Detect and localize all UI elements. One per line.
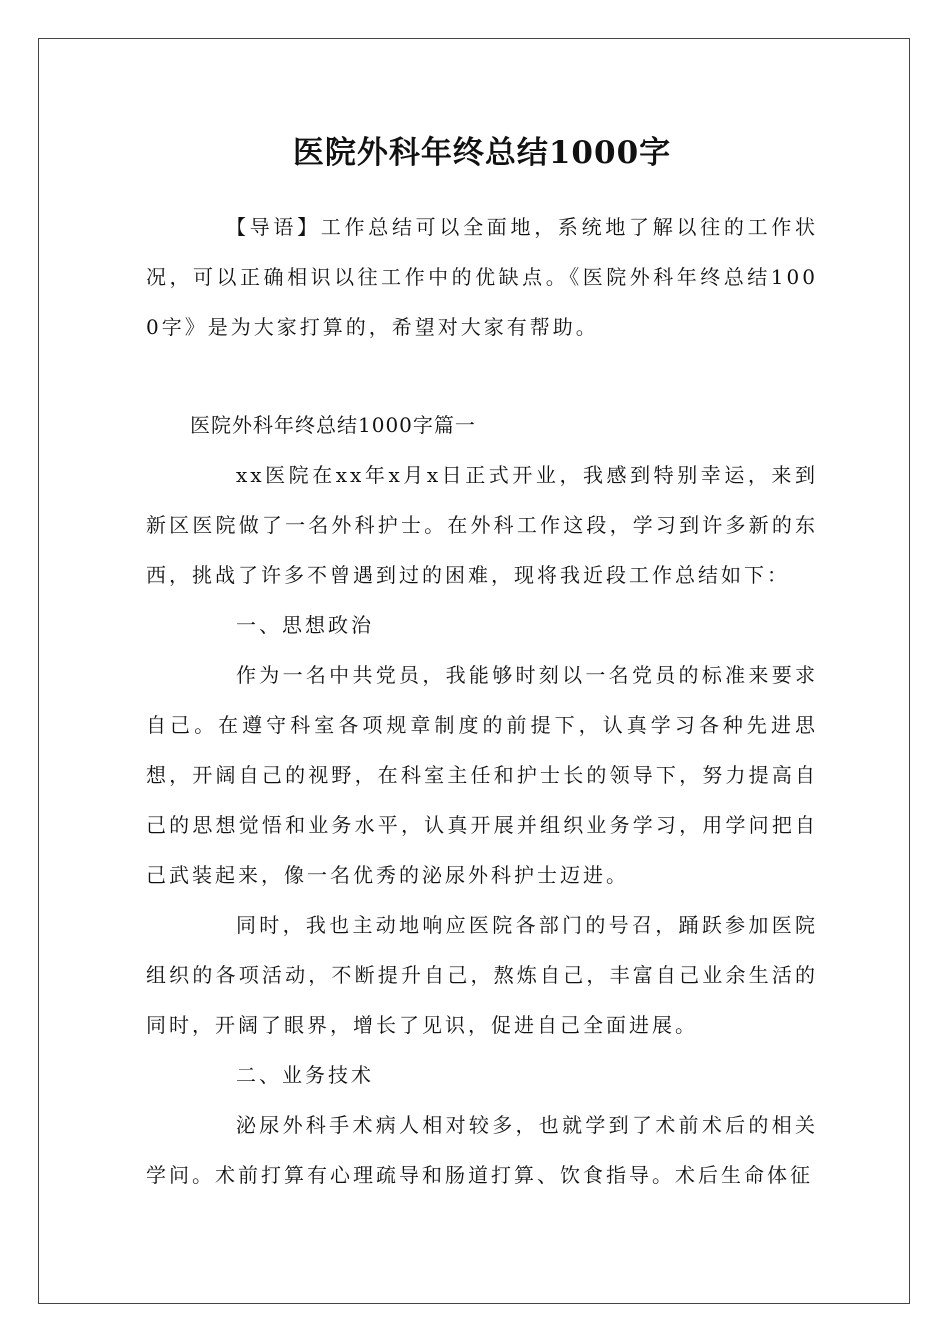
paragraph-opening: xx医院在xx年x月x日正式开业，我感到特别幸运，来到新区医院做了一名外科护士。在外科工作这段，学习到许多新的东西，挑战了许多不曾遇到过的困难，现将我近段工作总结如下： [146,463,818,587]
document-body [146,130,818,1200]
spacer [146,352,818,400]
intro-paragraph: 【导语】工作总结可以全面地，系统地了解以往的工作状况，可以正确相识以往工作中的优缺点。《医院外科年终总结1000字》是为大家打算的，希望对大家有帮助。 [146,215,818,339]
paragraph-surgery: 泌尿外科手术病人相对较多，也就学到了术前术后的相关学问。术前打算有心理疏导和肠道打算、饮食指导。术后生命体征 [146,1113,818,1187]
section-heading-skills: 二、业务技术 [236,1063,374,1087]
section-heading-thought: 一、思想政治 [236,613,374,637]
document-title: 医院外科年终总结1000字 [292,135,672,171]
paragraph-party-member: 作为一名中共党员，我能够时刻以一名党员的标准来要求自己。在遵守科室各项规章制度的前提下，认真学习各种先进思想，开阔自己的视野，在科室主任和护士长的领导下，努力提高自己的思想觉悟和业务水平，认真开展并组织业务学习，用学问把自己武装起来，像一名优秀的泌尿外科护士迈进。 [146,663,818,887]
article-subtitle: 医院外科年终总结1000字篇一 [190,413,476,437]
paragraph-activities: 同时，我也主动地响应医院各部门的号召，踊跃参加医院组织的各项活动，不断提升自己，熬炼自己，丰富自己业余生活的同时，开阔了眼界，增长了见识，促进自己全面进展。 [146,913,818,1037]
